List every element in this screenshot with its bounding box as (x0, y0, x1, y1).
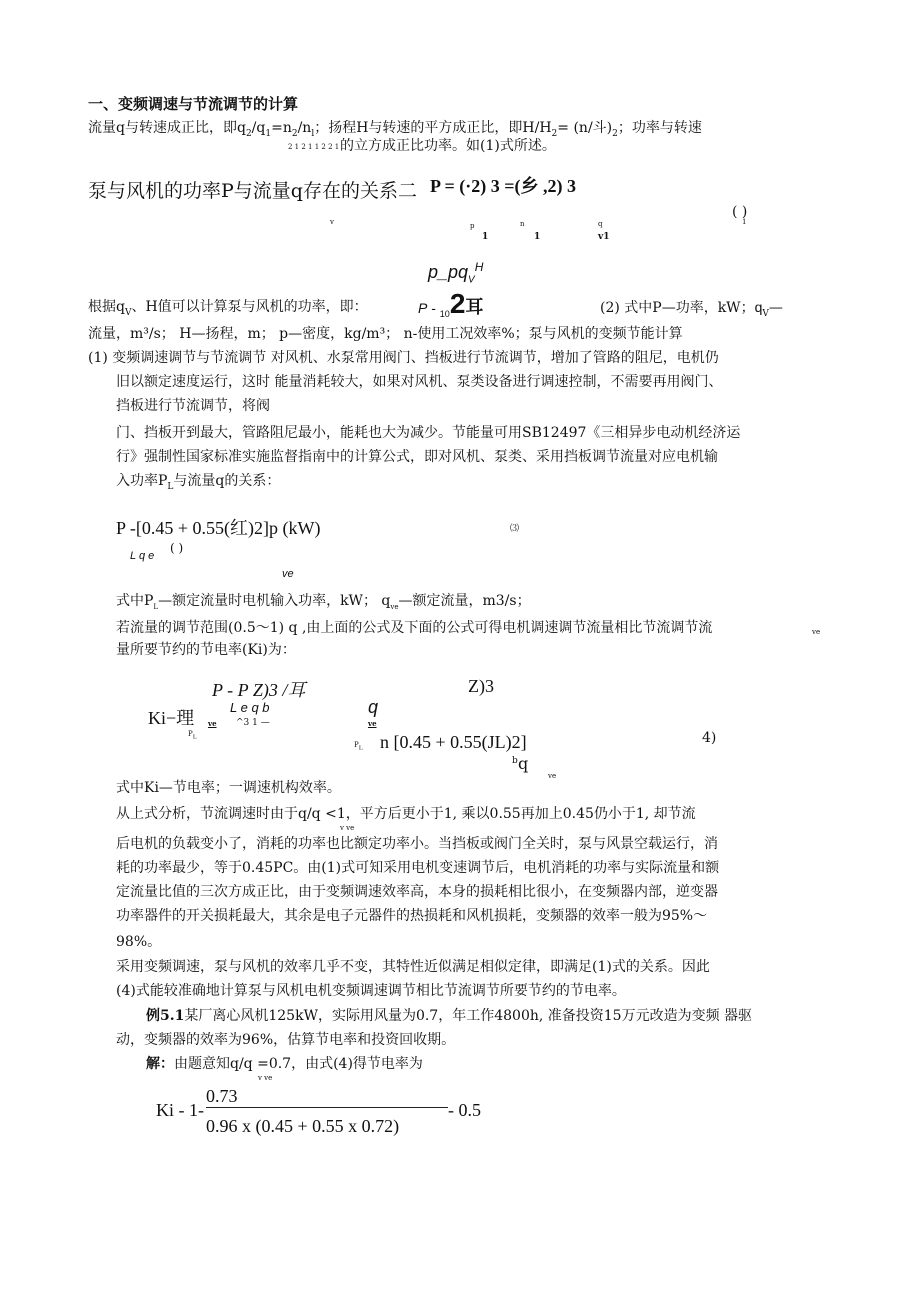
relation-sub-q: q (598, 220, 603, 228)
power-formula (428, 260, 483, 286)
conclusion-line2: (4)式能较准确地计算泵与风机电机变频调速调节相比节流调节所要节约的节电率。 (116, 983, 626, 999)
definition-4: 式中Ki—节电率；一调速机构效率。 (116, 780, 341, 796)
example-line2: 动，变频器的效率为96%，估算节电率和投资回收期。 (116, 1032, 456, 1048)
p2-b: 、H值可以计算泵与风机的功率，即： (131, 299, 368, 315)
equation-4-q2: q (518, 754, 529, 773)
equation-number-1: ( ) (732, 204, 748, 220)
p2-line1 (88, 297, 368, 318)
p2-formula-p: P (418, 300, 428, 316)
p2-d: — (768, 300, 783, 316)
equation-4-pl2 (354, 741, 363, 752)
p2-line2: 流量，m³/s； H—扬程，m； p—密度，kg/m³； n-使用工况效率%；泵与风机的变频节能计算 (88, 326, 683, 342)
equation-4-ve2: ve (368, 719, 377, 728)
p1-subscript-row: 2 1 2 1 1 2 2 1 (288, 143, 340, 151)
item1-line6-sub: L (167, 481, 174, 492)
final-eq-numerator: 0.73 (206, 1086, 238, 1106)
def3-b: —额定流量时电机输入功率，kW； q (158, 593, 391, 609)
relation-formula: P = (·2) 3 =(乡 ,2) 3 (430, 176, 576, 196)
p1-text-f: = (n/斗) (557, 120, 613, 136)
p1-text-e: ；扬程H与转速的平方成正比，即H/H (314, 120, 552, 136)
p2-formula-big: 2 (449, 288, 466, 319)
p2-definition (600, 297, 783, 319)
relation-sub-1a: 1 (482, 232, 489, 242)
range-line2: 量所要节约的节电率(Ki)为： (116, 642, 296, 658)
equation-4-ki: Ki−理 (148, 708, 195, 728)
p1-sub: 2 (245, 128, 252, 139)
conclusion-line1: 采用变频调速，泵与风机的效率几乎不变，其特性近似满足相似定律，即满足(1)式的关系。因此 (116, 959, 710, 975)
relation-sub-v: v (330, 218, 334, 226)
equation-4-pl1-sub: L (192, 734, 197, 741)
equation-3-sub-lqe: L q e (130, 550, 155, 562)
p1-text-g: ；功率与转速 (617, 120, 702, 136)
solution-line (146, 1054, 423, 1074)
p1-text-b: /q (251, 120, 266, 136)
p1-sub: 2 (551, 128, 558, 139)
equation-4-q: q (368, 697, 379, 717)
relation-sub-v1: v1 (598, 232, 610, 242)
power-formula-main: p_pq (428, 262, 469, 282)
equation-4-pl1 (188, 730, 197, 741)
equation-3-number: ⑶ (510, 524, 520, 534)
p2-a: 根据q (88, 299, 125, 315)
p1-text-a: 流量q与转速成正比，即q (88, 120, 246, 136)
p1-sub: 2 (291, 128, 298, 139)
item1-line4: 门、挡板开到最大，管路阻尼最小，能耗也大为减少。节能量可用SB12497《三相异步电动机经济运 (116, 425, 741, 441)
equation-4-top-left: P - P Z)3 /耳 (212, 680, 306, 700)
final-eq-rhs: - 0.5 (448, 1100, 481, 1120)
range-line1-sub: ve (812, 628, 821, 636)
power-formula-sub: V (468, 274, 475, 286)
equation-4-pl1-p: P (188, 730, 193, 738)
def3-sub-l: L (153, 602, 159, 611)
item1-line6 (116, 471, 280, 492)
def3-sub-ve: ve (390, 602, 399, 611)
item1-line6b: 与流量q的关系： (173, 473, 281, 489)
equation-4-top-right: Z)3 (468, 676, 494, 696)
analysis-line3: 耗的功率最少，等于0.45PC。由(1)式可知采用电机变速调节后，电机消耗的功率与实际流量和额 (116, 860, 720, 876)
item1-line5: 行》强制性国家标准实施监督指南中的计算公式，即对风机、泵类、采用挡板调节流量对应电机输 (116, 449, 718, 465)
equation-4-number: 4) (702, 730, 717, 746)
p1-sub: 1 (265, 128, 272, 139)
equation-4-sub31: ^3 1 — (236, 718, 270, 728)
p2-formula (418, 288, 483, 320)
final-eq-denominator: 0.96 x (0.45 + 0.55 x 0.72) (206, 1116, 400, 1136)
definition-3 (116, 591, 531, 611)
equation-4-ve3: ve (548, 772, 557, 780)
def3-c: —额定流量，m3/s； (398, 593, 531, 609)
p1-sub: 2 (612, 128, 618, 139)
analysis-line5: 功率器件的开关损耗最大，其余是电子元器件的热损耗和风机损耗，变频器的效率一般为95%～ (116, 908, 708, 924)
item1-line3: 挡板进行节流调节，将阀 (116, 398, 270, 414)
analysis-line4: 定流量比值的三次方成正比，由于变频调速效率高，本身的损耗相比很小，在变频器内部，逆变器 (116, 884, 718, 900)
equation-4-pl2-sub: L (358, 745, 363, 752)
equation-4-b: b (512, 756, 518, 766)
item1-line2: 旧以额定速度运行，这时 能量消耗较大，如果对风机、泵类设备进行调速控制，不需要再用阀门、 (116, 374, 723, 390)
p1-text-c: =n (271, 120, 292, 136)
p1-line2: 的立方成正比功率。如(1)式所述。 (340, 138, 556, 154)
item1-line1: (1) 变频调速调节与节流调节 对风机、水泵常用阀门、挡板进行节流调节，增加了管路的阻尼，电机仍 (88, 350, 719, 366)
analysis-line1: 从上式分析，节流调速时由于q/q <1，平方后更小于1, 乘以0.55再加上0.45仍小于1, 却节流 (116, 806, 696, 822)
p2-c: (2) 式中P—功率，kW； (600, 300, 755, 316)
def3-a: 式中P (116, 593, 154, 609)
final-eq-lhs: Ki - 1- (156, 1100, 204, 1120)
example-text: 某厂离心风机125kW，实际用风量为0.7，年工作4800h, 准备投资15万元改造为变频 器驱 (184, 1008, 753, 1024)
relation-text: 泵与风机的功率P与流量q存在的关系二 (88, 180, 417, 202)
solution-text: 由题意知q/q =0.7，由式(4)得节电率为 (174, 1056, 423, 1072)
relation-sub-1b: 1 (534, 232, 541, 242)
analysis-line1-sub: v ve (340, 824, 355, 832)
solution-sub: v ve (258, 1074, 273, 1082)
p2-formula-minus: - (427, 300, 440, 316)
relation-sub-p: p (470, 222, 475, 230)
analysis-line6: 98%。 (116, 934, 162, 950)
p1-sub: l (311, 128, 315, 139)
equation-4-leqb: L e q b (230, 700, 270, 715)
equation-3-sub-ve: ve (282, 568, 294, 580)
equation-number-1-sub: 1 (742, 218, 747, 226)
final-eq-fraction-bar (206, 1107, 448, 1108)
solution-label: 解： (146, 1056, 174, 1072)
example-label: 例5.1 (146, 1008, 185, 1024)
relation-sub-n: n (520, 220, 525, 228)
p2-qv-sub: V (762, 308, 769, 319)
equation-3: P -[0.45 + 0.55(红)2]p (kW) (116, 518, 321, 538)
analysis-line2: 后电机的负载变小了，消耗的功率也比额定功率小。当挡板或阀门全关时，泵与风景空载运行，消 (116, 836, 718, 852)
equation-4-ve1: ve (208, 719, 217, 728)
example-line1 (146, 1006, 752, 1026)
p1-text-d: /n (297, 120, 312, 136)
p2-sub-v: V (124, 307, 132, 318)
power-formula-sup: H (474, 260, 484, 274)
item1-line6a: 入功率P (116, 473, 168, 489)
range-line1: 若流量的调节范围(0.5～1) q ,由上面的公式及下面的公式可得电机调速调节流量相比节流调节流 (116, 620, 713, 636)
p2-qv: q (754, 299, 763, 315)
equation-3-sub-paren: ( ) (170, 541, 184, 555)
equation-4-pl2-p: P (354, 741, 359, 749)
section-heading: 一、变频调速与节流调节的计算 (88, 95, 299, 113)
p2-formula-er: 耳 (465, 297, 484, 317)
equation-4-bottom: n [0.45 + 0.55(JL)2] (380, 732, 527, 752)
p2-formula-sub: 10 (439, 309, 450, 320)
